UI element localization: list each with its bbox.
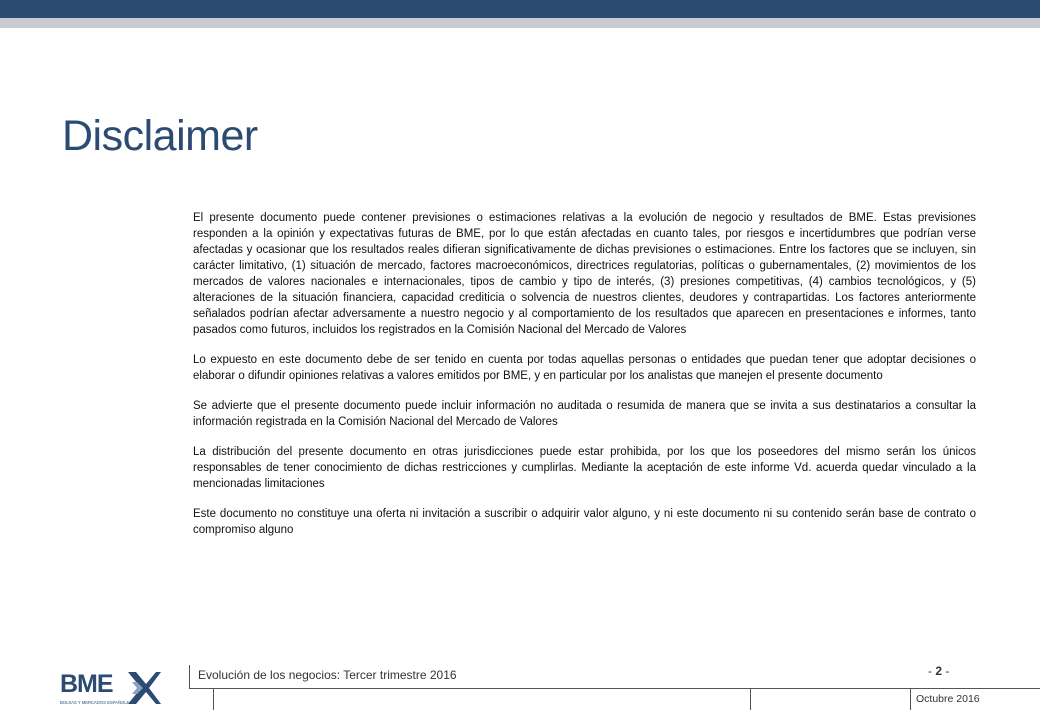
- disclaimer-paragraph: El presente documento puede contener previsiones o estimaciones relativas a la evolución de negocio y resultados de BME. Estas previsiones responden a la opinión y expectativas futuras de BME, por lo que están afectadas en cuanto tales, por riesgos e incertidumbres que podrían verse afectadas y ocasionar que los resultados reales difieran significativamente de dichas previsiones o estimaciones. Entre los factores que se incluyen, sin carácter limitativo, (1) situación de mercado, factores macroeconómicos, directrices regulatorias, políticas o gubernamentales, (2) movimientos de los mercados de valores nacionales e internacionales, tipos de cambio y tipo de interés, (3) presiones competitivas, (4) cambios tecnológicos, y (5) alteraciones de la situación financiera, capacidad crediticia o solvencia de nuestros clientes, deudores y contrapartidas. Los factores anteriormente señalados podrían afectar adversamente a nuestro negocio y al comportamiento de los resultados que aparecen en presentaciones e informes, tanto pasados como futuros, incluidos los registrados en la Comisión Nacional del Mercado de Valores: [193, 212, 976, 336]
- footer-divider-vertical: [189, 665, 190, 688]
- bme-logo: [60, 668, 162, 708]
- disclaimer-body: [193, 210, 976, 552]
- bme-logo-wordmark: BME: [60, 670, 113, 698]
- footer-tick: [750, 688, 751, 710]
- bme-logo-tagline: BOLSAS Y MERCADOS ESPAÑOLES: [60, 700, 133, 705]
- disclaimer-paragraph: Este documento no constituye una oferta ni invitación a suscribir o adquirir valor alguno, y ni este documento ni su contenido serán base de contrato o compromiso alguno: [193, 508, 976, 536]
- footer-divider-horizontal: [189, 688, 1040, 689]
- footer-tick: [213, 688, 214, 710]
- disclaimer-paragraph: Lo expuesto en este documento debe de ser tenido en cuenta por todas aquellas personas o entidades que puedan tener que adoptar decisiones o elaborar o difundir opiniones relativas a valores emitidos por BME, y en particular por los analistas que manejen el presente documento: [193, 354, 976, 382]
- page-number: [928, 664, 949, 678]
- disclaimer-paragraph: La distribución del presente documento en otras jurisdicciones puede estar prohibida, por los que los poseedores del mismo serán los únicos responsables de tener conocimiento de dichas restricciones y cumplirlas. Mediante la aceptación de este informe Vd. acuerda quedar vinculado a la mencionadas limitaciones: [193, 446, 976, 490]
- page-title: Disclaimer: [62, 112, 258, 160]
- footer-subject: Evolución de los negocios: Tercer trimestre 2016: [198, 668, 457, 682]
- footer-tick: [910, 688, 911, 710]
- page-number-suffix: -: [942, 664, 950, 678]
- footer-date: Octubre 2016: [916, 693, 980, 705]
- header-stripe: [0, 18, 1040, 28]
- page-number-value: 2: [935, 664, 943, 678]
- page-number-prefix: -: [928, 664, 936, 678]
- bme-logo-x-mark: [128, 672, 161, 704]
- disclaimer-paragraph: Se advierte que el presente documento puede incluir información no auditada o resumida de manera que se invita a sus destinatarios a consultar la información registrada en la Comisión Nacional del Mercado de Valores: [193, 400, 976, 428]
- header-bar: [0, 0, 1040, 18]
